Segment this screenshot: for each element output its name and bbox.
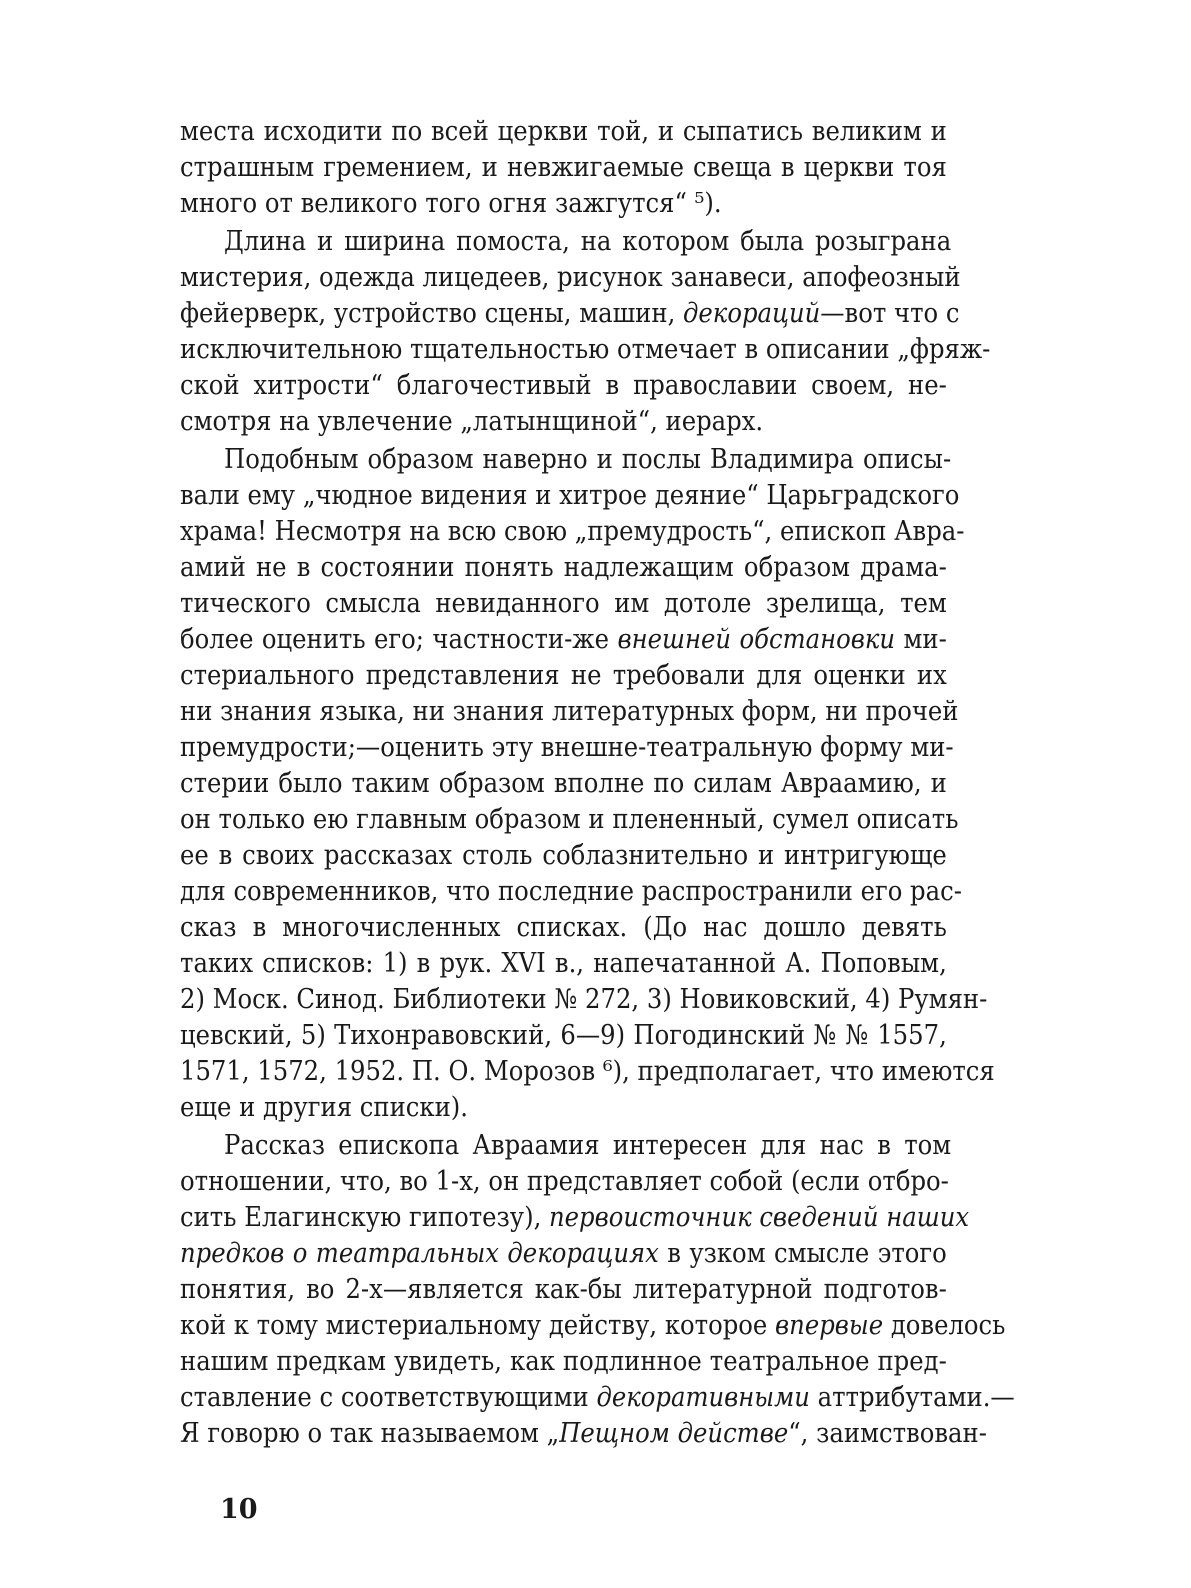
text-run: довелось [883, 1310, 1006, 1341]
text-line [180, 1380, 1015, 1416]
italic-term: предков о театральных декорациях [180, 1238, 659, 1269]
italic-term: внешней обстановки [617, 624, 896, 655]
text-line: тического смысла невиданного им дотоле зрелища, тем [180, 588, 947, 619]
text-line: он только ею главным образом и плененный, сумел описать [180, 804, 959, 835]
italic-term: впервые [775, 1310, 884, 1341]
text-line: исключительною тщательностью отмечает в описании „фряж- [180, 334, 991, 365]
text-line: мистерия, одежда лицедеев, рисунок занавеси, апофеозный [180, 262, 961, 293]
text-run: сить Елагинскую гипотезу), [180, 1202, 550, 1233]
text-line [180, 1236, 947, 1272]
text-line: стериального представления не требовали для оценки их [180, 660, 947, 691]
text-line: ни знания языка, ни знания литературных форм, ни прочей [180, 696, 959, 727]
text-run: “, заимствован- [788, 1418, 987, 1449]
text-line: много от великого того огня зажгутся“ ⁵). [180, 188, 722, 219]
text-line: вали ему „чюдное видения и хитрое деяние“ Царьградского [180, 480, 960, 511]
text-line: сказ в многочисленных списках. (До нас дошло девять [180, 912, 947, 943]
text-line: нашим предкам увидеть, как подлинное театральное пред- [180, 1346, 947, 1377]
text-run: аттрибутами.— [809, 1382, 1015, 1413]
text-line [180, 622, 947, 658]
text-line: храма! Несмотря на всю свою „премудрость“, епископ Авра- [180, 516, 965, 547]
text-line: 1571, 1572, 1952. П. О. Морозов ⁶), предполагает, что имеются [180, 1056, 995, 1087]
text-line: понятия, во 2-х—является как-бы литературной подготов- [180, 1274, 947, 1305]
text-line: ее в своих рассказах столь соблазнительно и интригующе [180, 840, 947, 871]
text-line: отношении, что, во 1-х, он представляет собой (если отбро- [180, 1166, 949, 1197]
text-run: в узком смысле этого [658, 1238, 947, 1269]
text-line: стерии было таким образом вполне по силам Авраамию, и [180, 768, 947, 799]
text-line [180, 1308, 1006, 1344]
text-run: более оценить его; частности-же [180, 624, 618, 655]
text-run: ми- [895, 624, 947, 655]
text-line: цевский, 5) Тихонравовский, 6—9) Погодинский № № 1557, [180, 1020, 947, 1051]
text-line [180, 296, 960, 332]
text-line: Длина и ширина помоста, на котором была розыграна [224, 226, 952, 257]
page-number: 10 [220, 1494, 258, 1525]
text-line: страшным гремением, и невжигаемые свеща в церкви тоя [180, 152, 947, 183]
text-line: таких списков: 1) в рук. XVI в., напечатанной А. Поповым, [180, 948, 947, 979]
text-line [180, 1416, 987, 1452]
text-line: премудрости;—оценить эту внешне-театральную форму ми- [180, 732, 954, 763]
text-line: еще и другия списки). [180, 1092, 468, 1123]
text-run: кой к тому мистериальному действу, которое [180, 1310, 776, 1341]
text-line: Подобным образом наверно и послы Владимира описы- [224, 444, 952, 475]
italic-term: декоративными [596, 1382, 810, 1413]
italic-term: Пещном действе [559, 1418, 789, 1449]
text-line: 2) Моск. Синод. Библиотеки № 272, 3) Новиковский, 4) Румян- [180, 984, 988, 1015]
text-run: Я говорю о так называемом „ [180, 1418, 560, 1449]
text-line: ской хитрости“ благочестивый в православии своем, не- [180, 370, 947, 401]
text-line: смотря на увлечение „латынщиной“, иерарх. [180, 406, 764, 437]
italic-term: декораций [683, 298, 821, 329]
text-run: ставление с соответствующими [180, 1382, 597, 1413]
text-line: амий не в состоянии понять надлежащим образом драма- [180, 552, 947, 583]
text-line: места исходити по всей церкви той, и сыпатись великим и [180, 116, 947, 147]
text-run: фейерверк, устройство сцены, машин, [180, 298, 684, 329]
text-line: Рассказ епископа Авраамия интересен для нас в том [224, 1130, 952, 1161]
text-line [180, 1200, 970, 1236]
text-run: —вот что с [820, 298, 960, 329]
text-line: для современников, что последние распространили его рас- [180, 876, 962, 907]
italic-term: первоисточник сведений наших [549, 1202, 970, 1233]
